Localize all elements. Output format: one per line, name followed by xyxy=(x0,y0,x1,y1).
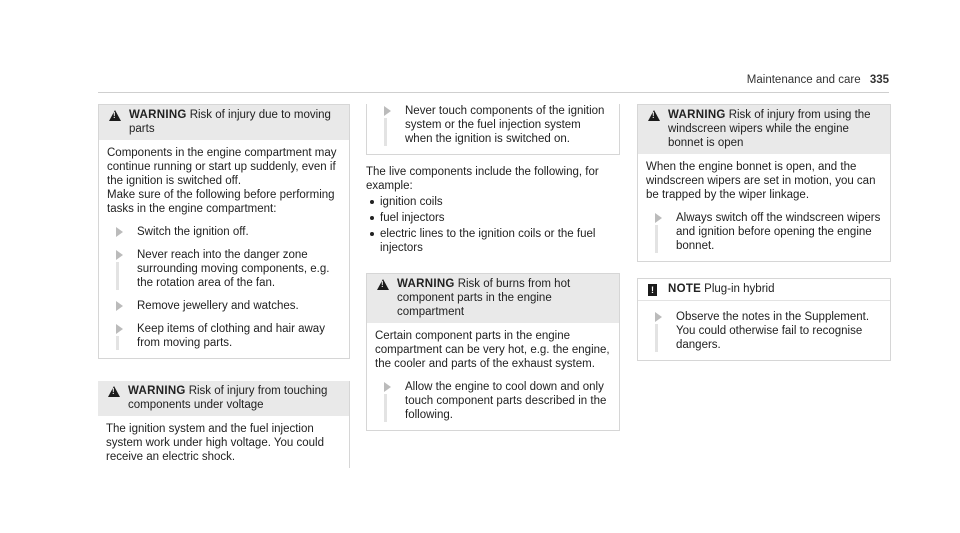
step-bar xyxy=(384,118,387,146)
warning-box-continued xyxy=(366,104,620,155)
warning-box-voltage xyxy=(98,381,350,468)
arrow-icon xyxy=(116,324,123,334)
note-label: NOTE xyxy=(668,283,702,295)
warning-body xyxy=(367,104,619,154)
note-box-plug-in-hybrid xyxy=(637,278,891,361)
warning-triangle-icon xyxy=(108,386,120,397)
warning-box-burns xyxy=(366,273,620,431)
warning-text: Make sure of the following before performing tasks in the engine compartment: xyxy=(107,189,335,215)
arrow-icon xyxy=(116,301,123,311)
warning-header xyxy=(367,274,619,323)
arrow-icon xyxy=(655,213,662,223)
warning-text: Certain component parts in the engine compartment can be very hot, e.g. the engine, the cooler and parts of the exhaust system. xyxy=(375,330,610,370)
list-item: electric lines to the ignition coils or the fuel injectors xyxy=(366,227,620,255)
arrow-icon xyxy=(116,250,123,260)
warning-body xyxy=(98,416,349,468)
page-header xyxy=(98,73,889,88)
warning-header xyxy=(638,105,890,154)
intro-text: The live components include the following, for example: xyxy=(366,166,599,192)
warning-header xyxy=(98,381,349,416)
step-bar xyxy=(655,324,658,352)
warning-text: When the engine bonnet is open, and the windscreen wipers are set in motion, you can be trapped by the wiper linkage. xyxy=(646,161,876,201)
step-text: Keep items of clothing and hair away from moving parts. xyxy=(137,323,325,349)
warning-box-wipers xyxy=(637,104,891,262)
list-item: fuel injectors xyxy=(366,211,620,225)
step-text: Remove jewellery and watches. xyxy=(137,300,299,312)
arrow-icon xyxy=(384,382,391,392)
warning-label: WARNING xyxy=(129,109,187,121)
live-components xyxy=(366,165,620,255)
step-text: Never reach into the danger zone surrounding moving components, e.g. the rotation area of the fan. xyxy=(137,249,330,289)
instruction-step xyxy=(646,211,882,253)
warning-triangle-icon xyxy=(377,279,389,290)
warning-header xyxy=(99,105,349,140)
instruction-step xyxy=(107,225,341,239)
component-list xyxy=(366,195,620,255)
list-item: ignition coils xyxy=(366,195,620,209)
column-1 xyxy=(98,104,350,468)
step-bar xyxy=(116,336,119,350)
note-title: Plug-in hybrid xyxy=(704,283,775,295)
section-title: Maintenance and care xyxy=(746,74,861,86)
step-text: Always switch off the windscreen wipers and ignition before opening the engine bonnet. xyxy=(676,212,881,252)
warning-box-moving-parts xyxy=(98,104,350,359)
warning-label: WARNING xyxy=(397,278,455,290)
warning-label: WARNING xyxy=(128,385,186,397)
instruction-step xyxy=(107,322,341,350)
note-exclamation-icon: ! xyxy=(648,284,657,296)
warning-title: Risk of injury from using the windscreen wipers while the engine bonnet is open xyxy=(668,109,871,149)
step-text: Observe the notes in the Supplement. You could otherwise fail to recognise dangers. xyxy=(676,311,870,351)
column-3 xyxy=(637,104,891,361)
warning-title: Risk of burns from hot component parts in the engine compartment xyxy=(397,278,571,318)
warning-title: Risk of injury from touching components under voltage xyxy=(128,385,328,411)
warning-body xyxy=(638,154,890,261)
instruction-step xyxy=(646,310,882,352)
note-header xyxy=(638,279,890,301)
warning-triangle-icon xyxy=(109,110,121,121)
header-rule xyxy=(98,92,889,93)
instruction-step xyxy=(107,248,341,290)
page-number: 335 xyxy=(869,74,889,86)
step-text: Never touch components of the ignition system or the fuel injection system when the ignition is switched on. xyxy=(405,105,605,145)
header-text xyxy=(747,73,889,87)
warning-title: Risk of injury due to moving parts xyxy=(129,109,331,135)
warning-body xyxy=(367,323,619,430)
instruction-step xyxy=(107,299,341,313)
instruction-step xyxy=(375,104,611,146)
warning-label: WARNING xyxy=(668,109,726,121)
column-2 xyxy=(366,104,620,431)
step-text: Switch the ignition off. xyxy=(137,226,249,238)
instruction-step xyxy=(375,380,611,422)
step-bar xyxy=(655,225,658,253)
arrow-icon xyxy=(655,312,662,322)
arrow-icon xyxy=(116,227,123,237)
warning-triangle-icon xyxy=(648,110,660,121)
step-text: Allow the engine to cool down and only touch component parts described in the following. xyxy=(405,381,607,421)
note-body xyxy=(638,310,890,360)
step-bar xyxy=(116,262,119,290)
arrow-icon xyxy=(384,106,391,116)
warning-body xyxy=(99,140,349,358)
warning-text: The ignition system and the fuel injection system work under high voltage. You could receive an electric shock. xyxy=(106,423,324,463)
warning-text: Components in the engine compartment may continue running or start up suddenly, even if the ignition is switched off. xyxy=(107,147,337,187)
step-bar xyxy=(384,394,387,422)
